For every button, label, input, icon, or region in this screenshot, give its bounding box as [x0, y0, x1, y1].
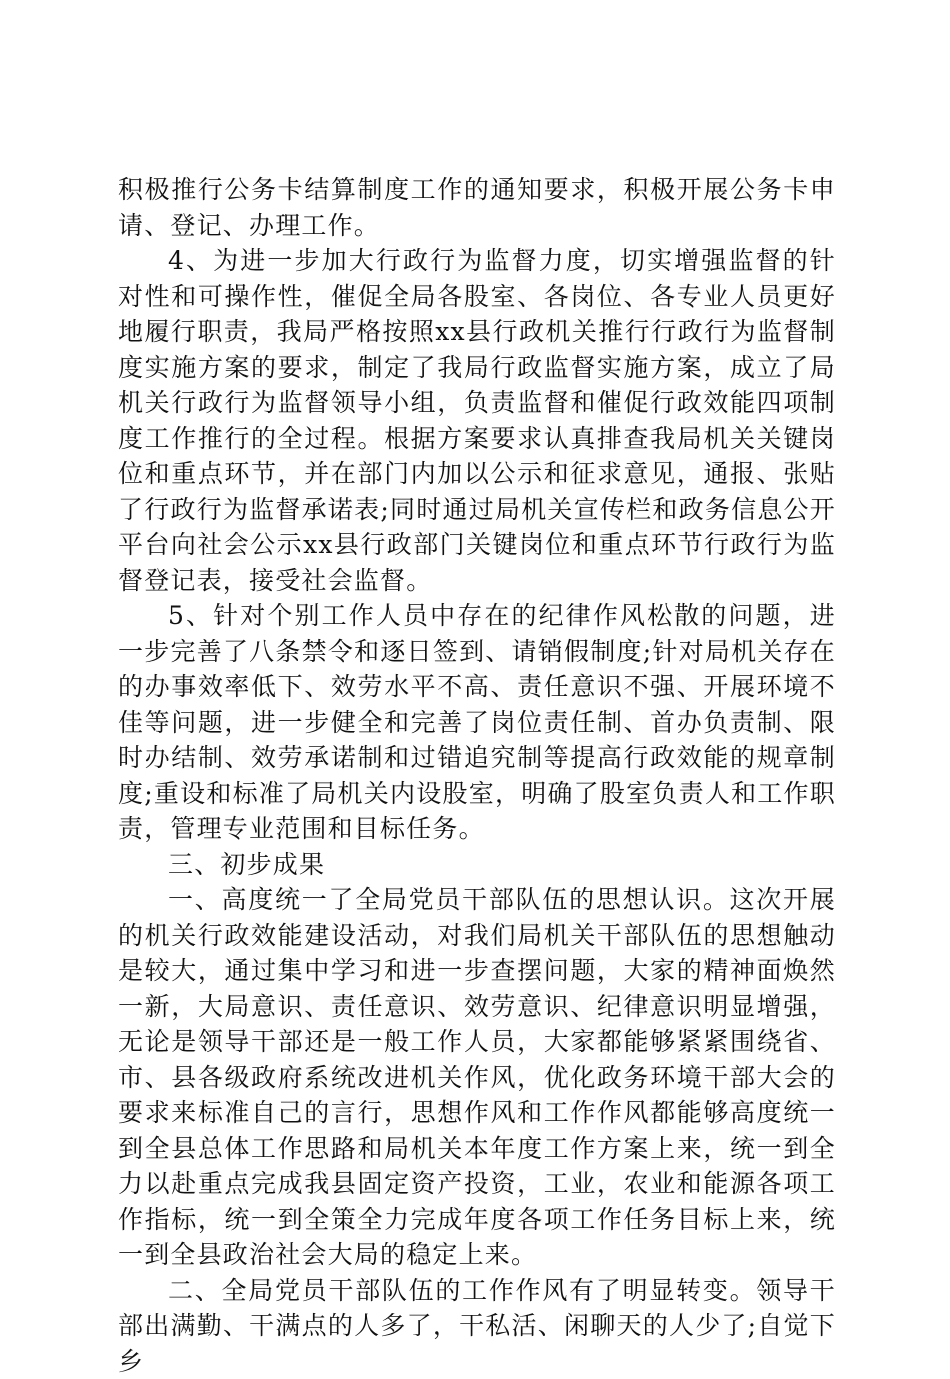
section-heading-results: 三、初步成果: [118, 847, 836, 883]
paragraph-result-1: 一、高度统一了全局党员干部队伍的思想认识。这次开展的机关行政效能建设活动，对我们局机关干部队伍的思想触动是较大，通过集中学习和进一步查摆问题，大家的精神面焕然一新，大局意识、责任意识、效劳意识、纪律意识明显增强，无论是领导干部还是一般工作人员，大家都能够紧紧围绕省、市、县各级政府系统改进机关作风，优化政务环境干部大会的要求来标准自己的言行，思想作风和工作作风都能够高度统一到全县总体工作思路和局机关本年度工作方案上来，统一到全力以赴重点完成我县固定资产投资，工业，农业和能源各项工作指标，统一到全策全力完成年度各项工作任务目标上来，统一到全县政治社会大局的稳定上来。: [118, 882, 836, 1273]
paragraph-item-4: 4、为进一步加大行政行为监督力度，切实增强监督的针对性和可操作性，催促全局各股室、各岗位、各专业人员更好地履行职责，我局严格按照xx县行政机关推行行政行为监督制度实施方案的要求，制定了我局行政监督实施方案，成立了局机关行政行为监督领导小组，负责监督和催促行政效能四项制度工作推行的全过程。根据方案要求认真排查我局机关关键岗位和重点环节，并在部门内加以公示和征求意见，通报、张贴了行政行为监督承诺表;同时通过局机关宣传栏和政务信息公开平台向社会公示xx县行政部门关键岗位和重点环节行政行为监督登记表，接受社会监督。: [118, 243, 836, 598]
document-body: [118, 172, 836, 1379]
paragraph-continuation: 积极推行公务卡结算制度工作的通知要求，积极开展公务卡申请、登记、办理工作。: [118, 172, 836, 243]
paragraph-result-2: 二、全局党员干部队伍的工作作风有了明显转变。领导干部出满勤、干满点的人多了，干私活、闲聊天的人少了;自觉下乡: [118, 1273, 836, 1379]
paragraph-item-5: 5、针对个别工作人员中存在的纪律作风松散的问题，进一步完善了八条禁令和逐日签到、请销假制度;针对局机关存在的办事效率低下、效劳水平不高、责任意识不强、开展环境不佳等问题，进一步健全和完善了岗位责任制、首办负责制、限时办结制、效劳承诺制和过错追究制等提高行政效能的规章制度;重设和标准了局机关内设股室，明确了股室负责人和工作职责，管理专业范围和目标任务。: [118, 598, 836, 847]
